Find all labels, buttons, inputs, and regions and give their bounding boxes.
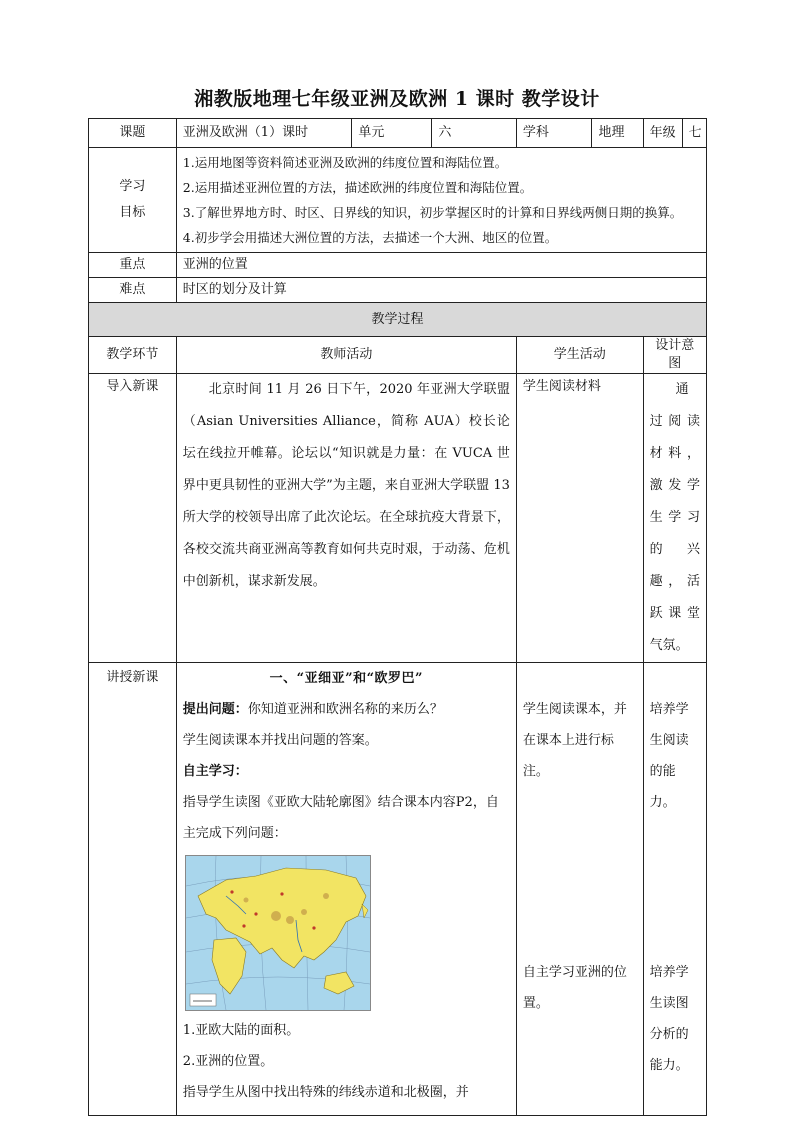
document-title: 湘教版地理七年级亚洲及欧洲 1 课时 教学设计 [194,88,600,110]
process-header: 教学过程 [89,303,707,337]
intro-teacher [176,374,516,663]
subject-label: 学科 [516,119,592,148]
grade-divider [682,119,683,147]
question-item: 1.亚欧大陆的面积。 [182,1023,300,1038]
lesson-intent-text1: 培养学生阅读的能力。 [649,702,689,810]
lesson-plan-table [88,118,707,1116]
grade-value: 七 [688,125,702,141]
goal-item: 2.运用描述亚洲位置的方法，描述欧洲的纬度位置和海陆位置。 [182,180,533,195]
goals-label-line1: 学习 [119,179,146,194]
self-study-label: 自主学习： [182,764,248,779]
intro-teacher-text: 北京时间 11 月 26 日下午，2020 年亚洲大学联盟（Asian Universities Alliance，简称 AUA）校长论坛在线拉开帷幕。论坛以“知识就是力量：在 VUCA 世界中更具韧性的亚洲大学”为主题，来自亚洲大学联盟 13 所大学的校领导出席了此次论坛。在全球抗疫大背景下，各校交流共商亚洲高等教育如何共克时艰，于动荡、危机中创新机，谋求新发展。 [182,382,510,589]
grade-label-text: 年级 [649,125,676,141]
topic-value: 亚洲及欧洲（1）课时 [176,119,352,148]
col-stage: 教学环节 [89,337,177,374]
lesson-last-line: 指导学生从图中找出特殊的纬线赤道和北极圈，并 [182,1085,469,1100]
topic-label: 课题 [89,119,177,148]
key-point-row [89,253,707,278]
lesson-student-text1: 学生阅读课本，并在课本上进行标注。 [522,702,627,779]
intro-student: 学生阅读材料 [516,374,643,663]
process-column-headers [89,337,707,374]
subject-value: 地理 [592,119,643,148]
question-label: 提出问题： [182,702,248,717]
question-text: 你知道亚洲和欧洲名称的来历么？ [247,702,443,717]
map-instruction: 指导学生读图《亚欧大陆轮廓图》结合课本内容P2，自主完成下列问题： [182,795,499,841]
goal-item: 4.初步学会用描述大洲位置的方法，去描述一个大洲、地区的位置。 [182,230,558,245]
difficulty-row [89,278,707,303]
section-title: 一、“亚细亚”和“欧罗巴” [269,671,424,686]
grade-label [643,119,706,148]
unit-label: 单元 [352,119,432,148]
process-header-row [89,303,707,337]
goals-label [89,148,177,253]
eurasia-map-svg [186,856,370,1010]
col-student: 学生活动 [516,337,643,374]
intro-intent-text: 通过阅读材料，激发学生学习的兴趣，活跃课堂气氛。 [649,382,700,653]
unit-value: 六 [432,119,516,148]
goal-item: 3.了解世界地方时、时区、日界线的知识，初步掌握区时的计算和日界线两侧日期的换算。 [182,205,683,220]
difficulty-text: 时区的划分及计算 [176,278,706,303]
goals-row [89,148,707,253]
lesson-teacher [176,663,516,1116]
question-item: 2.亚洲的位置。 [182,1054,274,1069]
col-teacher: 教师活动 [176,337,516,374]
lesson-row [89,663,707,1116]
lesson-intent-text2: 培养学生读图分析的能力。 [649,965,689,1073]
goals-label-line2: 目标 [119,205,146,220]
info-row [89,119,707,148]
question-line [183,694,510,725]
lesson-stage: 讲授新课 [89,663,177,1116]
col-intent: 设计意图 [643,337,706,374]
read-instruction: 学生阅读课本并找出问题的答案。 [182,733,378,748]
lesson-intent [643,663,706,1116]
intro-stage: 导入新课 [89,374,177,663]
lesson-student [516,663,643,1116]
difficulty-label: 难点 [89,278,177,303]
intro-row [89,374,707,663]
goals-content [176,148,706,253]
eurasia-map-image [185,855,371,1011]
goal-item: 1.运用地图等资料简述亚洲及欧洲的纬度位置和海陆位置。 [182,155,508,170]
lesson-student-text2: 自主学习亚洲的位置。 [522,965,627,1011]
key-point-label: 重点 [89,253,177,278]
intro-intent [643,374,706,663]
key-point-text: 亚洲的位置 [176,253,706,278]
